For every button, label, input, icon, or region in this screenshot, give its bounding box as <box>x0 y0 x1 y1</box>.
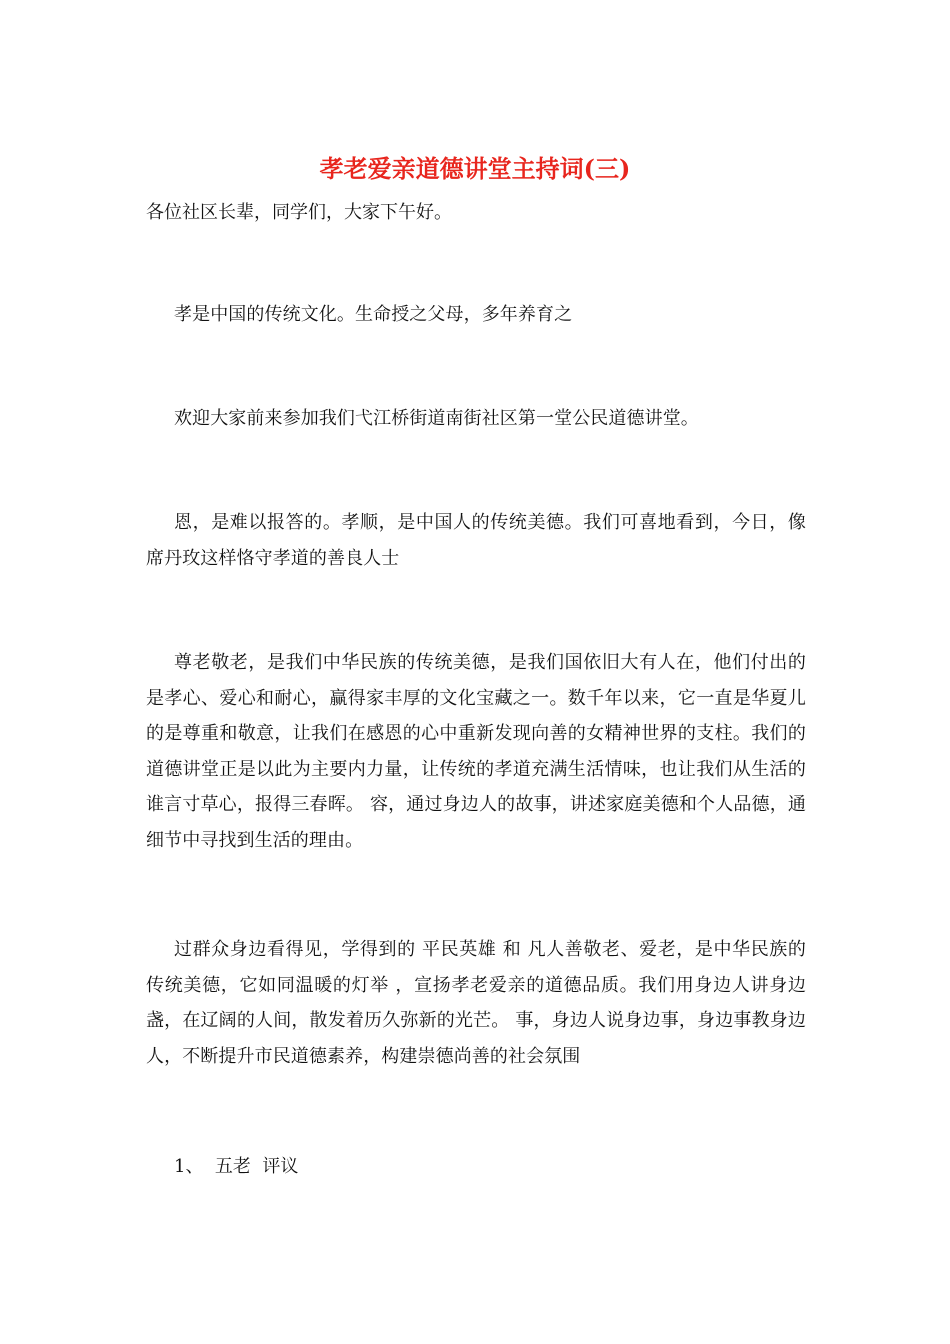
paragraph-2: 欢迎大家前来参加我们弋江桥街道南街社区第一堂公民道德讲堂。 <box>174 408 699 429</box>
paragraph-3: 恩，是难以报答的。孝顺，是中国人的传统美德。我们可喜地看到，今日，像席丹玫这样恪守孝道的善良人士 <box>146 512 806 569</box>
list-item: 1、 五老 评议 <box>174 1156 299 1177</box>
document-title: 孝老爱亲道德讲堂主持词(三) <box>319 154 631 183</box>
paragraph-5: 过群众身边看得见，学得到的 平民英雄 和 凡人善敬老、爱老，是中华民族的传统美德，它如同温暖的灯举 ，宣扬孝老爱亲的道德品质。我们用身边人讲身边盏，在辽阔的人间，散发着历久弥新的光芒。 事，身边人说身边事，身边事教身边人，不断提升市民道德素养，构建崇德尚善的社会氛围 <box>146 939 806 1067</box>
paragraph-4: 尊老敬老，是我们中华民族的传统美德，是我们国依旧大有人在，他们付出的是孝心、爱心和耐心，赢得家丰厚的文化宝藏之一。数千年以来，它一直是华夏儿的是尊重和敬意，让我们在感恩的心中重新发现向善的女精神世界的支柱。我们的道德讲堂正是以此为主要内力量，让传统的孝道充满生活情味，也让我们从生活的 谁言寸草心，报得三春晖。 容，通过身边人的故事，讲述家庭美德和个人品德，通细节中寻找到生活的理由。 <box>146 652 806 851</box>
greeting-line: 各位社区长辈，同学们，大家下午好。 <box>146 202 452 223</box>
paragraph-1: 孝是中国的传统文化。生命授之父母，多年养育之 <box>174 304 573 325</box>
